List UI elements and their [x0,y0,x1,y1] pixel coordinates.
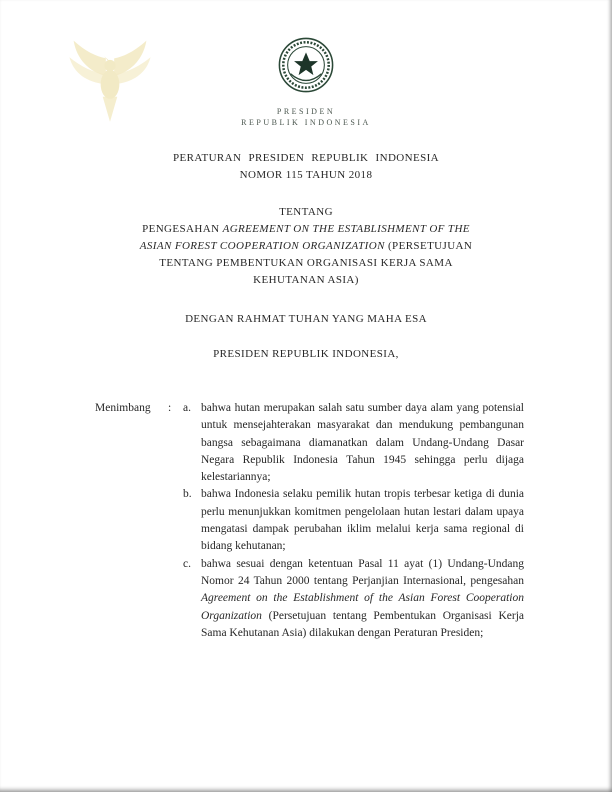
item-letter: c. [183,557,191,570]
regulation-subject: PENGESAHAN AGREEMENT ON THE ESTABLISHMENT OF THE ASIAN FOREST COOPERATION ORGANIZATION (PERSETUJUAN TENTANG PEMBENTUKAN ORGANISASI KERJA SAMA KEHUTANAN ASIA) [139,223,473,286]
regulation-number: NOMOR 115 TAHUN 2018 [239,169,373,181]
seal-caption-presiden: PRESIDEN [276,107,336,116]
item-text: bahwa sesuai dengan ketentuan Pasal 11 ayat (1) Undang-Undang Nomor 24 Tahun 2000 tentang Perjanjian Internasional, pengesahan Agreement on the Establishment of the Asian Forest Cooperation Organization (Persetujuan tentang Pembentukan Organisasi Kerja Sama Kehutanan Asia) dilakukan dengan Peraturan Presiden; [201,557,524,639]
item-text: bahwa hutan merupakan salah satu sumber daya alam yang potensial untuk mensejahterakan masyarakat dan mendukung pembangunan bangsa sebagaimana diamanatkan dalam Undang-Undang Dasar Negara Republik Indonesia Tahun 1945 sehingga perlu dijaga kelestariannya; [201,402,524,484]
consideration-item-b [183,486,524,555]
considerations-list [183,400,524,642]
seal-caption-republik-indonesia: REPUBLIK INDONESIA [241,118,371,127]
considerations-section [95,400,524,642]
tentang-label: TENTANG [279,206,333,218]
item-letter: a. [183,402,191,414]
presidential-seal-icon [277,36,335,94]
authority-line: PRESIDEN REPUBLIK INDONESIA, [213,348,399,360]
consideration-item-a [183,400,524,486]
letterhead [0,0,612,128]
regulation-title: PERATURAN PRESIDEN REPUBLIK INDONESIA [172,152,440,164]
item-letter: b. [183,488,192,501]
item-text: bahwa Indonesia selaku pemilik hutan tropis terbesar ketiga di dunia perlu menunjukkan komitmen pengelolaan hutan lestari dalam upaya mengatasi dampak perubahan iklim melalui kerja sama regional di bidang kehutanan; [201,488,524,553]
menimbang-colon: : [168,402,172,414]
invocation-line: DENGAN RAHMAT TUHAN YANG MAHA ESA [185,313,427,325]
consideration-item-c [183,556,524,642]
menimbang-label: Menimbang [95,402,151,414]
title-block [0,150,612,363]
